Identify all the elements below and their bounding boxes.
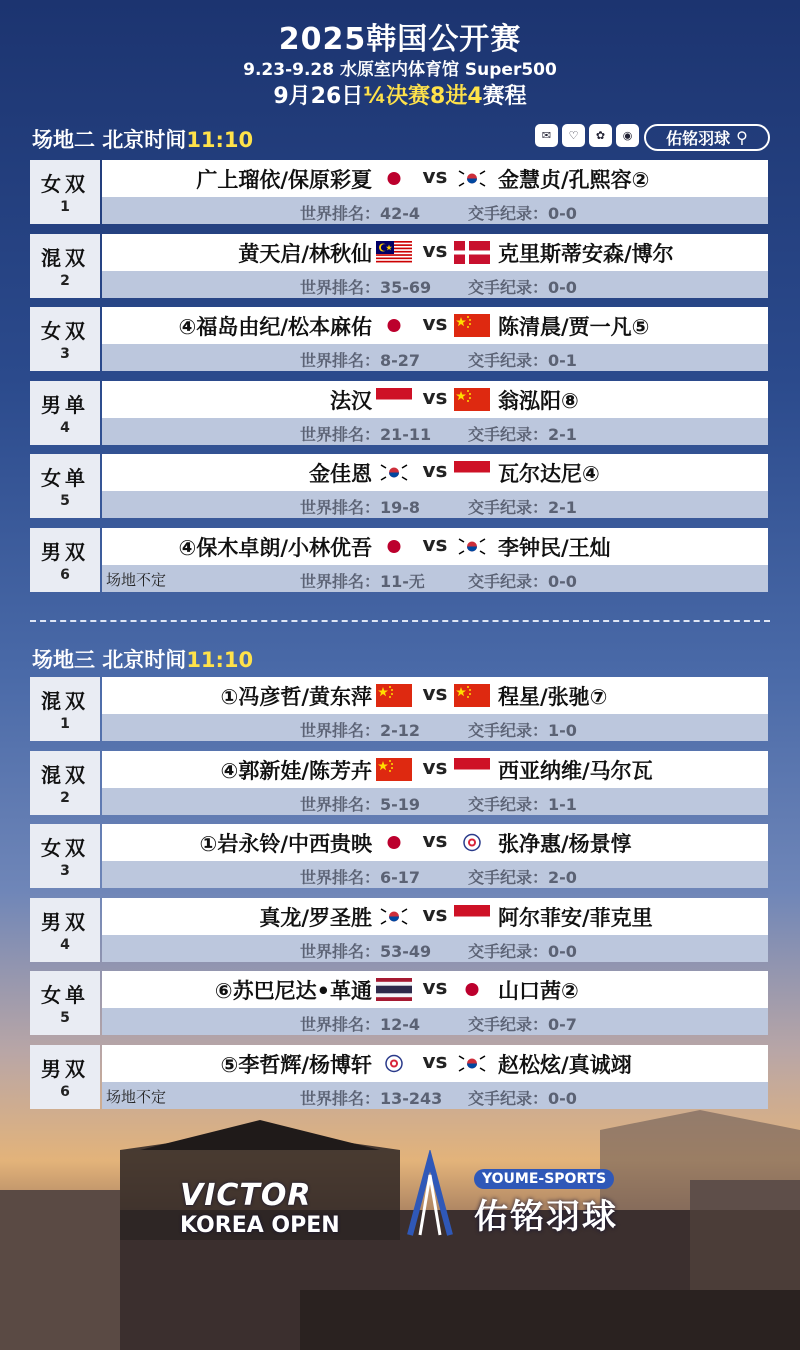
- left-flag-icon: [376, 1052, 412, 1075]
- match-row: [30, 454, 768, 518]
- right-flag-icon: [454, 684, 490, 707]
- match-stats: [102, 714, 768, 741]
- search-label: 佑铭羽球: [666, 129, 731, 148]
- world-ranking: 世界排名：42-4: [300, 204, 421, 223]
- match-stats: [102, 565, 768, 592]
- weibo-icon[interactable]: ◉: [616, 124, 639, 147]
- vs-label: vs: [422, 458, 448, 482]
- event-type: 混双: [41, 763, 89, 787]
- korea-open-logo-text: KOREA OPEN: [180, 1213, 340, 1238]
- match-label: [30, 824, 100, 888]
- court-2-name: 场地二 北京时间: [32, 128, 187, 152]
- head-to-head: 交手纪录：0-0: [468, 942, 577, 961]
- right-player: 山口茜②: [498, 979, 579, 1003]
- victor-logo-text: VICTOR: [180, 1178, 312, 1213]
- right-flag-icon: [454, 167, 490, 190]
- right-flag-icon: [454, 831, 490, 854]
- match-label: [30, 307, 100, 371]
- left-flag-icon: [376, 167, 412, 190]
- court-3-label: [32, 644, 253, 674]
- match-label: [30, 677, 100, 741]
- left-player: 法汉: [330, 389, 372, 413]
- match-stats: [102, 271, 768, 298]
- event-type: 混双: [41, 689, 89, 713]
- left-flag-icon: [376, 314, 412, 337]
- match-label: [30, 751, 100, 815]
- vs-label: vs: [422, 311, 448, 335]
- right-player: 李钟民/王灿: [498, 536, 611, 560]
- event-type: 男单: [41, 393, 89, 417]
- event-type: 女双: [41, 836, 89, 860]
- head-to-head: 交手纪录：2-1: [468, 498, 577, 517]
- event-type: 女双: [41, 319, 89, 343]
- left-flag-icon: [376, 241, 412, 264]
- right-flag-icon: [454, 314, 490, 337]
- match-players: [102, 1045, 768, 1082]
- head-to-head: 交手纪录：2-0: [468, 868, 577, 887]
- left-flag-icon: [376, 684, 412, 707]
- head-to-head: 交手纪录：2-1: [468, 425, 577, 444]
- match-row: [30, 677, 768, 741]
- match-row: [30, 824, 768, 888]
- event-type: 女单: [41, 466, 89, 490]
- search-icon: ⚲: [736, 128, 748, 147]
- left-player: ④福岛由纪/松本麻佑: [178, 315, 372, 339]
- world-ranking: 世界排名：5-19: [300, 795, 421, 814]
- left-player: 黄天启/林秋仙: [238, 242, 372, 266]
- round-name: ¼决赛8进4: [363, 84, 483, 109]
- head-to-head: 交手纪录：0-0: [468, 1089, 577, 1108]
- match-stats: [102, 344, 768, 371]
- match-row: [30, 160, 768, 224]
- event-title: 2025韩国公开赛: [278, 22, 522, 57]
- head-to-head: 交手纪录：0-1: [468, 351, 577, 370]
- world-ranking: 世界排名：2-12: [300, 721, 421, 740]
- match-stats: [102, 197, 768, 224]
- left-player: ①岩永铃/中西贵映: [199, 832, 372, 856]
- match-stats: [102, 788, 768, 815]
- match-stats: [102, 491, 768, 518]
- match-stats: [102, 935, 768, 962]
- world-ranking: 世界排名：6-17: [300, 868, 421, 887]
- right-player: 瓦尔达尼④: [498, 462, 600, 486]
- match-number: 1: [60, 199, 70, 215]
- match-players: [102, 381, 768, 418]
- match-number: 6: [60, 1084, 70, 1100]
- match-players: [102, 528, 768, 565]
- match-players: [102, 234, 768, 271]
- right-player: 阿尔菲安/菲克里: [498, 906, 653, 930]
- match-number: 1: [60, 716, 70, 732]
- world-ranking: 世界排名：35-69: [300, 278, 432, 297]
- left-player: ④保木卓朗/小林优吾: [178, 536, 372, 560]
- youme-cn-text: 佑铭羽球: [474, 1197, 618, 1237]
- court-3-name: 场地三 北京时间: [32, 648, 187, 672]
- event-type: 男双: [41, 1057, 89, 1081]
- round-date: 9月26日: [273, 84, 364, 109]
- left-flag-icon: [376, 461, 412, 484]
- head-to-head: 交手纪录：0-0: [468, 278, 577, 297]
- match-label: [30, 898, 100, 962]
- left-flag-icon: [376, 758, 412, 781]
- world-ranking: 世界排名：13-243: [300, 1089, 443, 1108]
- left-player: 金佳恩: [309, 462, 372, 486]
- match-stats: [102, 1008, 768, 1035]
- world-ranking: 世界排名：53-49: [300, 942, 432, 961]
- left-player: ①冯彦哲/黄东萍: [220, 685, 372, 709]
- left-flag-icon: [376, 905, 412, 928]
- match-players: [102, 751, 768, 788]
- match-label: [30, 234, 100, 298]
- match-label: [30, 160, 100, 224]
- head-to-head: 交手纪录：0-0: [468, 204, 577, 223]
- head-to-head: 交手纪录：0-0: [468, 572, 577, 591]
- match-label: [30, 528, 100, 592]
- shuttlecock-logo-icon: [400, 1150, 460, 1240]
- right-player: 金慧贞/孔熙容②: [498, 168, 650, 192]
- event-subtitle: 9.23-9.28 水原室内体育馆 Super500: [243, 60, 557, 80]
- right-flag-icon: [454, 388, 490, 411]
- match-number: 3: [60, 863, 70, 879]
- event-type: 男双: [41, 540, 89, 564]
- head-to-head: 交手纪录：1-1: [468, 795, 577, 814]
- court-2-label: [32, 124, 253, 154]
- youme-sports-logo: [474, 1168, 618, 1238]
- match-row: [30, 381, 768, 445]
- left-player: ④郭新娃/陈芳卉: [220, 759, 372, 783]
- xiaohongshu-icon[interactable]: ♡: [562, 124, 585, 147]
- youme-badge: YOUME-SPORTS: [474, 1169, 614, 1189]
- vs-label: vs: [422, 681, 448, 705]
- round-title: [0, 82, 800, 112]
- sponsor-logos: [180, 1150, 640, 1250]
- court-2-time: 11:10: [186, 128, 254, 152]
- right-player: 西亚纳维/马尔瓦: [498, 759, 653, 783]
- event-type: 女双: [41, 172, 89, 196]
- match-number: 2: [60, 273, 70, 289]
- head-to-head: 交手纪录：1-0: [468, 721, 577, 740]
- match-players: [102, 824, 768, 861]
- right-player: 赵松炫/真诚翊: [498, 1053, 632, 1077]
- vs-label: vs: [422, 755, 448, 779]
- match-stats: [102, 418, 768, 445]
- vs-label: vs: [422, 1049, 448, 1073]
- right-flag-icon: [454, 978, 490, 1001]
- match-players: [102, 307, 768, 344]
- right-player: 翁泓阳⑧: [498, 389, 579, 413]
- right-player: 克里斯蒂安森/博尔: [498, 242, 674, 266]
- match-label: [30, 454, 100, 518]
- match-players: [102, 677, 768, 714]
- match-players: [102, 454, 768, 491]
- match-number: 4: [60, 420, 70, 436]
- social-icons: [535, 124, 639, 147]
- venue-note: 场地不定: [106, 571, 167, 589]
- event-type: 混双: [41, 246, 89, 270]
- match-players: [102, 971, 768, 1008]
- match-row: [30, 898, 768, 962]
- victor-korea-open-logo: [180, 1178, 340, 1238]
- right-player: 陈清晨/贾一凡⑤: [498, 315, 650, 339]
- match-row: [30, 971, 768, 1035]
- right-flag-icon: [454, 758, 490, 781]
- venue-note: 场地不定: [106, 1088, 167, 1106]
- world-ranking: 世界排名：11-无: [300, 572, 425, 591]
- event-type: 女单: [41, 983, 89, 1007]
- right-player: 程星/张驰⑦: [498, 685, 608, 709]
- vs-label: vs: [422, 828, 448, 852]
- world-ranking: 世界排名：19-8: [300, 498, 421, 517]
- right-flag-icon: [454, 1052, 490, 1075]
- vs-label: vs: [422, 385, 448, 409]
- match-number: 3: [60, 346, 70, 362]
- vs-label: vs: [422, 238, 448, 262]
- vs-label: vs: [422, 164, 448, 188]
- right-player: 张净惠/杨景惇: [498, 832, 632, 856]
- court-3-time: 11:10: [186, 648, 254, 672]
- left-player: 广上瑠依/保原彩夏: [196, 168, 372, 192]
- left-player: ⑤李哲辉/杨博轩: [220, 1053, 372, 1077]
- world-ranking: 世界排名：21-11: [300, 425, 432, 444]
- match-number: 5: [60, 1010, 70, 1026]
- head-to-head: 交手纪录：0-7: [468, 1015, 577, 1034]
- match-label: [30, 381, 100, 445]
- left-player: ⑥苏巴尼达•革通: [214, 979, 372, 1003]
- search-button[interactable]: [644, 124, 770, 151]
- baidu-icon[interactable]: ✿: [589, 124, 612, 147]
- match-row: [30, 751, 768, 815]
- left-flag-icon: [376, 388, 412, 411]
- right-flag-icon: [454, 905, 490, 928]
- event-type: 男双: [41, 910, 89, 934]
- match-row: [30, 528, 768, 592]
- round-suffix: 赛程: [482, 84, 527, 109]
- right-flag-icon: [454, 535, 490, 558]
- match-number: 2: [60, 790, 70, 806]
- world-ranking: 世界排名：8-27: [300, 351, 421, 370]
- right-flag-icon: [454, 461, 490, 484]
- right-flag-icon: [454, 241, 490, 264]
- match-number: 5: [60, 493, 70, 509]
- world-ranking: 世界排名：12-4: [300, 1015, 421, 1034]
- wechat-icon[interactable]: ✉: [535, 124, 558, 147]
- left-flag-icon: [376, 978, 412, 1001]
- header: [0, 22, 800, 112]
- vs-label: vs: [422, 532, 448, 556]
- match-row: [30, 234, 768, 298]
- match-label: [30, 971, 100, 1035]
- match-stats: [102, 861, 768, 888]
- vs-label: vs: [422, 902, 448, 926]
- vs-label: vs: [422, 975, 448, 999]
- match-players: [102, 160, 768, 197]
- section-divider: [30, 620, 770, 622]
- left-flag-icon: [376, 535, 412, 558]
- match-row: [30, 307, 768, 371]
- match-number: 6: [60, 567, 70, 583]
- match-players: [102, 898, 768, 935]
- left-flag-icon: [376, 831, 412, 854]
- left-player: 真龙/罗圣胜: [259, 906, 372, 930]
- match-number: 4: [60, 937, 70, 953]
